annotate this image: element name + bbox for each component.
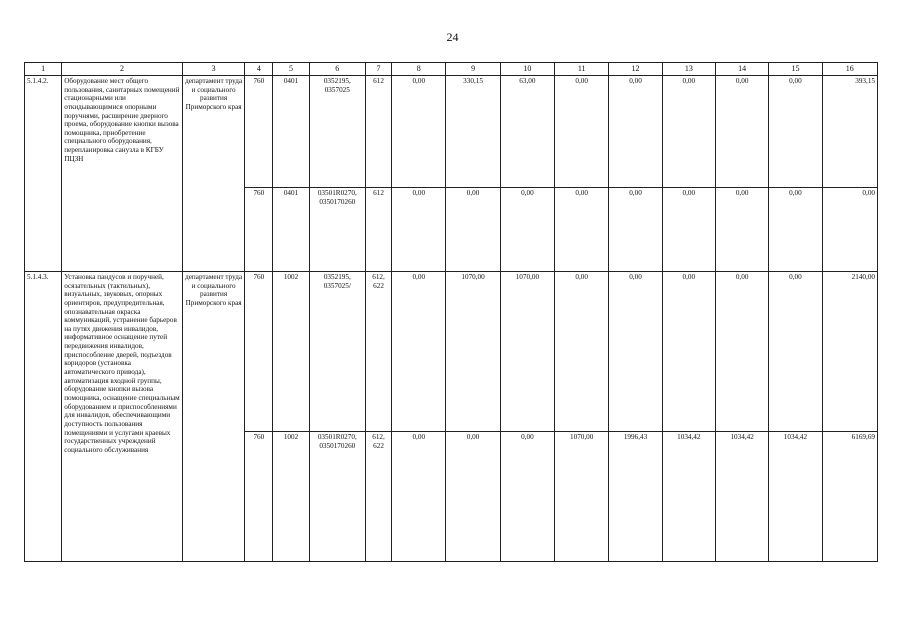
cell-c4: 760: [245, 432, 273, 562]
executor: департамент труда и социального развития Приморского края: [182, 272, 244, 562]
cell-c5: 1002: [273, 272, 309, 432]
cell-c8: 0,00: [392, 188, 446, 272]
cell-c9: 0,00: [446, 432, 500, 562]
col-header: 15: [769, 63, 822, 76]
cell-c6: 0352195, 0357025/: [309, 272, 365, 432]
cell-c12: 0,00: [609, 272, 662, 432]
cell-c5: 0401: [273, 76, 309, 188]
table-row: [25, 272, 878, 432]
col-header: 10: [500, 63, 554, 76]
col-header: 9: [446, 63, 500, 76]
cell-c11: 1070,00: [555, 432, 609, 562]
cell-c11: 0,00: [555, 188, 609, 272]
cell-c9: 0,00: [446, 188, 500, 272]
cell-c13: 1034,42: [662, 432, 715, 562]
cell-c14: 1034,42: [715, 432, 768, 562]
cell-c6: 03501R0270, 0350170260: [309, 188, 365, 272]
cell-c8: 0,00: [392, 272, 446, 432]
cell-c16: 6169,69: [822, 432, 877, 562]
measure-name: Установка пандусов и поручней, осязательных (тактильных), визуальных, звуковых, опорных ориентиров, предупредительная, опознавательная окраска коммуникаций, устранение барьеров на путях движения инвалидов, информативное оснащение путей передвижения инвалидов, приспособление дверей, подъездов коридоров (установка автоматического привода), автоматизация входной группы, оборудование кнопки вызова помощника, оснащение специальным оборудованием и приспособлениями для инвалидов, обеспечивающими доступность пользования помещениями и услугами краевых государственных учреждений социального обслуживания: [62, 272, 183, 562]
col-header: 8: [392, 63, 446, 76]
col-header: 6: [309, 63, 365, 76]
cell-c7: 612, 622: [365, 432, 391, 562]
cell-c4: 760: [245, 272, 273, 432]
cell-c6: 0352195, 0357025: [309, 76, 365, 188]
measure-name: Оборудование мест общего пользования, санитарных помещений стационарными или откидывающимися опорными поручнями, расширение дверного проема, оборудование кнопки вызова помощника, приобретение специального оборудования, перепланировка санузла в КГБУ ПЦЗН: [62, 76, 183, 272]
cell-c4: 760: [245, 76, 273, 188]
cell-c7: 612: [365, 76, 391, 188]
cell-c16: 0,00: [822, 188, 877, 272]
cell-c14: 0,00: [715, 76, 768, 188]
cell-c10: 63,00: [500, 76, 554, 188]
cell-c13: 0,00: [662, 76, 715, 188]
cell-c8: 0,00: [392, 432, 446, 562]
cell-c12: 0,00: [609, 76, 662, 188]
row-number: 5.1.4.3.: [25, 272, 62, 562]
cell-c7: 612, 622: [365, 272, 391, 432]
col-header: 4: [245, 63, 273, 76]
cell-c14: 0,00: [715, 188, 768, 272]
cell-c9: 1070,00: [446, 272, 500, 432]
col-header: 14: [715, 63, 768, 76]
cell-c6: 03501R0270, 0350170260: [309, 432, 365, 562]
budget-table: [24, 62, 878, 562]
cell-c5: 1002: [273, 432, 309, 562]
col-header: 2: [62, 63, 183, 76]
row-number: 5.1.4.2.: [25, 76, 62, 272]
col-header: 3: [182, 63, 244, 76]
col-header: 11: [555, 63, 609, 76]
col-header: 12: [609, 63, 662, 76]
col-header: 1: [25, 63, 62, 76]
cell-c7: 612: [365, 188, 391, 272]
cell-c10: 0,00: [500, 188, 554, 272]
cell-c15: 0,00: [769, 76, 822, 188]
table-row: [25, 76, 878, 188]
cell-c12: 0,00: [609, 188, 662, 272]
cell-c14: 0,00: [715, 272, 768, 432]
cell-c12: 1996,43: [609, 432, 662, 562]
cell-c13: 0,00: [662, 272, 715, 432]
cell-c11: 0,00: [555, 76, 609, 188]
cell-c13: 0,00: [662, 188, 715, 272]
cell-c16: 2140,00: [822, 272, 877, 432]
col-header: 13: [662, 63, 715, 76]
cell-c10: 1070,00: [500, 272, 554, 432]
cell-c5: 0401: [273, 188, 309, 272]
cell-c8: 0,00: [392, 76, 446, 188]
cell-c11: 0,00: [555, 272, 609, 432]
col-header: 7: [365, 63, 391, 76]
cell-c15: 1034,42: [769, 432, 822, 562]
page-number: 24: [446, 30, 459, 44]
cell-c4: 760: [245, 188, 273, 272]
cell-c16: 393,15: [822, 76, 877, 188]
cell-c9: 330,15: [446, 76, 500, 188]
cell-c15: 0,00: [769, 272, 822, 432]
cell-c10: 0,00: [500, 432, 554, 562]
col-header: 5: [273, 63, 309, 76]
cell-c15: 0,00: [769, 188, 822, 272]
executor: департамент труда и социального развития Приморского края: [182, 76, 244, 272]
header-row: [25, 63, 878, 76]
col-header: 16: [822, 63, 877, 76]
